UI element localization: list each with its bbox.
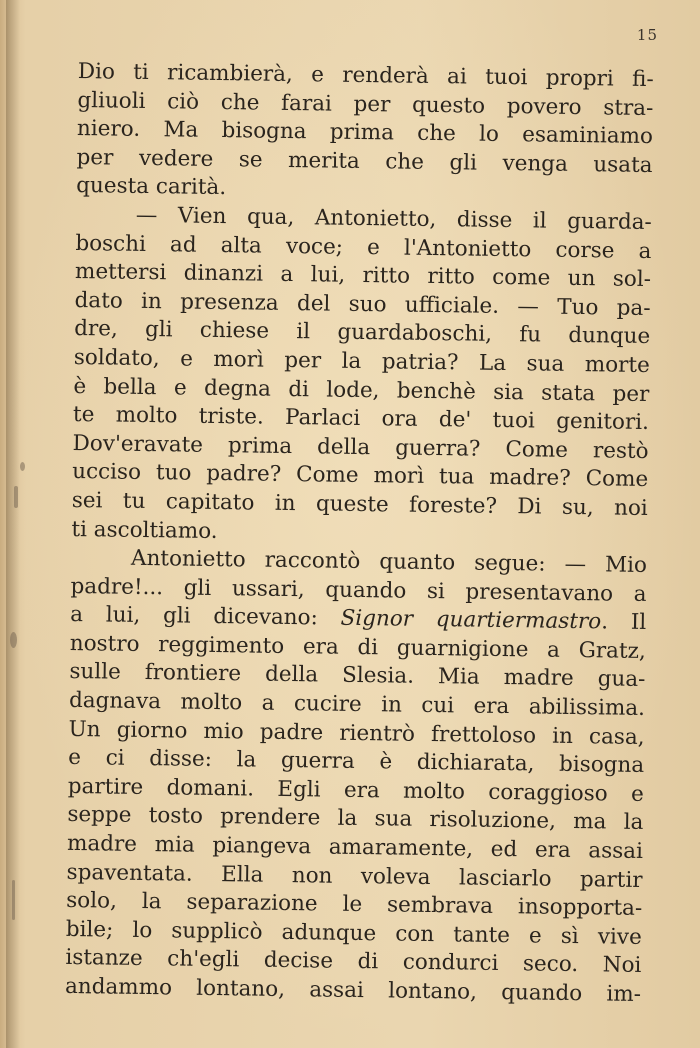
ink-speck — [12, 880, 15, 920]
text-line: gliuoli ciò che farai per questo povero stra- — [77, 87, 654, 121]
text-line: dre, gli chiese il guardaboschi, fu dunque — [74, 316, 651, 350]
body-text — [65, 58, 654, 1010]
text-line: Dio ti ricambierà, e renderà ai tuoi propri fi- — [77, 58, 654, 93]
text-line: madre mia piangeva amaramente, ed era assai — [66, 830, 644, 864]
text-line: nostro reggimento era di guarnigione a Gratz, — [69, 630, 646, 664]
text-line: soldato, e morì per la patria? La sua morte — [73, 344, 650, 378]
text-line: solo, la separazione le sembrava insopporta- — [66, 888, 643, 922]
italic-phrase: Signor quartiermastro — [340, 606, 602, 635]
text-line: è bella e degna di lode, benchè sia stata per — [73, 373, 650, 407]
text-line: andammo lontano, assai lontano, quando im- — [64, 973, 642, 1007]
text-line: sei tu capitato in queste foreste? Di su, noi — [71, 487, 648, 521]
text-line: bile; lo supplicò adunque con tante e sì vive — [65, 916, 642, 950]
text-line: ucciso tuo padre? Come morì tua madre? Come — [72, 459, 649, 493]
text-line: niero. Ma bisogna prima che lo esaminiamo — [76, 116, 654, 150]
text-line: ti ascoltiamo. — [71, 516, 218, 544]
text-line: questa carità. — [76, 173, 227, 201]
text-line: e ci disse: la guerra è dichiarata, bisogna — [68, 745, 645, 779]
text-line: mettersi dinanzi a lui, ritto ritto come un sol- — [74, 259, 652, 293]
ink-speck — [20, 462, 25, 471]
text-line: Un giorno mio padre rientrò frettoloso in casa, — [68, 716, 645, 750]
text-line: Antonietto raccontò quanto segue: — Mio — [130, 545, 648, 579]
text-line: istanze ch'egli decise di condurci seco. Noi — [65, 945, 642, 979]
text-line: sulle frontiere della Slesia. Mia madre gua- — [69, 659, 646, 693]
text-line: te molto triste. Parlaci ora de' tuoi genitori. — [72, 402, 650, 436]
text-line: dato in presenza del suo ufficiale. — Tuo pa- — [74, 287, 651, 321]
text-line: padre!... gli ussari, quando si presentavano a — [70, 573, 647, 607]
ink-speck — [10, 632, 17, 648]
text-line: — Vien qua, Antonietto, disse il guarda- — [135, 202, 652, 235]
text-line: per vedere se merita che gli venga usata — [76, 144, 653, 178]
text-segment: . Il — [600, 609, 647, 636]
page-number: 15 — [636, 26, 658, 44]
text-line: seppe tosto prendere la sua risoluzione, ma la — [67, 802, 644, 836]
text-line: dagnava molto a cucire in cui era abilissima. — [68, 688, 646, 722]
text-line: spaventata. Ella non voleva lasciarlo partir — [66, 859, 643, 893]
text-line: boschi ad alta voce; e l'Antonietto corse a — [75, 230, 652, 264]
ink-speck — [14, 486, 18, 508]
text-line: partire domani. Egli era molto coraggioso e — [67, 773, 644, 807]
text-segment: a lui, gli dicevano: — [70, 602, 341, 632]
text-line: Dov'eravate prima della guerra? Come restò — [72, 430, 649, 464]
